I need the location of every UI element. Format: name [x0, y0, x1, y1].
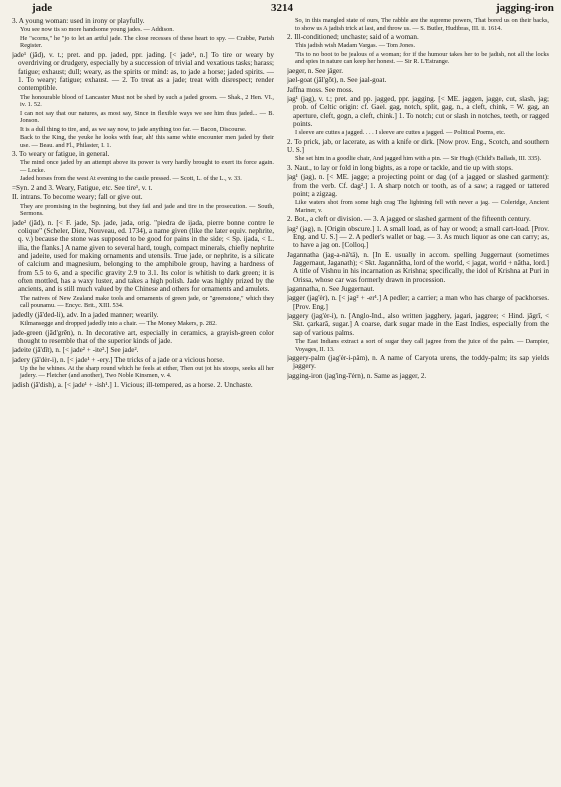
dictionary-entry: jaeger, n. See jäger. [287, 66, 343, 75]
citation: She set him in a goodlie chair, And jagged him with a pin. — Sir Hugh (Child's Ballads, III. 335). [295, 155, 542, 163]
page-header [0, 0, 561, 18]
citation: He "scorns," he "jo to let an artful jade. The close recesses of these heart to spy. — Crabbe, Parish Register. [20, 34, 274, 50]
left-column [12, 17, 274, 785]
dictionary-entry: jadeite (jā'dīt), n. [< jade² + -ite².] See jade². [12, 346, 139, 355]
dictionary-entry: 3. To weary or fatigue, in general. [12, 150, 110, 159]
dictionary-entry: jade-green (jād'grēn), n. In decorative art, especially in ceramics, a grayish-green color thought to resemble that of the superior kinds of jade. [12, 328, 274, 345]
citation: Kilmansegge and dropped jadedly into a chair. — The Money Makers, p. 282. [20, 320, 217, 328]
right-guide-word: jagging-iron [496, 2, 554, 14]
citation: Up the he whines. At the sharp round which he feels at either, Then out jot his stoops, seeks all her jadery. — Fletcher (and another), Two Noble Kinsmen, v. 4. [20, 364, 274, 380]
dictionary-entry: 2. To prick, jab, or lacerate, as with a knife or dirk. [Now prov. Eng., Scotch, and southern U. S.] [287, 137, 549, 155]
left-guide-word: jade [32, 2, 53, 14]
citation: The natives of New Zealand make tools and ornaments of green jade, or "greenstone," which they call pounamu. — Encyc. Brit., XIII. 534. [20, 294, 274, 310]
citation: So, in this mangled state of ours, The rabble are the supreme powers, That bored us on their backs, to show us A jadish trick at last, and throw us. — S. Butler, Hudibras, III. ii. 1614. [295, 17, 549, 32]
page-number: 3214 [271, 2, 293, 14]
dictionary-entry: Jaffna moss. See moss. [287, 85, 354, 94]
citation: It is a dull thing to tire, and, as we say now, to jade anything too far. — Bacon, Discourse. [20, 125, 247, 133]
citation: They are promising in the beginning, but they fail and jade and tire in the prosecution. — South, Sermons. [20, 202, 274, 218]
dictionary-entry: jade¹ (jād), v. t.; pret. and pp. jaded, ppr. jading. [< jade¹, n.] To tire or weary by overdriving or drudgery, especially by a succession of trivial and vexatious tasks; harass; fatigue; exhaust; dull; weary, as the spirits or mind: as, to jade a horse; jaded spirits. — 1. To weary; fatigue; exhaust. — 2. To treat as a jade; treat with disrespect; render contemptible. [12, 50, 274, 93]
dictionary-entry: jadish (jā'dish), a. [< jade¹ + -ish¹.] 1. Vicious; ill-tempered, as a horse. 2. Unchaste. [12, 380, 253, 389]
dictionary-entry: 3. A young woman: used in irony or playfully. [12, 17, 145, 25]
dictionary-entry: II. intrans. To become weary; fall or give out. [12, 193, 143, 202]
dictionary-entry: 2. Ill-conditioned; unchaste; said of a woman. [287, 33, 419, 41]
dictionary-entry: jagannatha, n. See Juggernaut. [287, 285, 375, 294]
right-column [287, 17, 549, 785]
citation: The East Indians extract a sort of sugar they call jagree from the juice of the palm. — Dampier, Voyages, II. 13. [295, 338, 549, 353]
dictionary-entry: jagging-iron (jag'ing-ī'ėrn), n. Same as jagger, 2. [287, 371, 427, 380]
dictionary-entry: jag¹ (jag), v. t.; pret. and pp. jagged, ppr. jagging. [< ME. jaggen, jagge, cut, slash, jag; prob. of Celtic origin: cf. Gael. gag, notch, split, gag, n., a cleft, chink, = W. gag, an aperture, cleft, gogn, a cleft, chink.] 1. To notch; cut or slash in notches, teeth, or ragged points. [287, 94, 549, 128]
dictionary-entry: jaggery-palm (jag'ėr-i-päm), n. A name of Caryota urens, the toddy-palm; its sap yields jaggery. [287, 354, 549, 371]
dictionary-entry: jag² (jag), n. [Origin obscure.] 1. A small load, as of hay or wood; a small cart-load. [Prov. Eng. and U. S.] — 2. A pedler's wallet or bag. — 3. As much liquor as one can carry; as, to have a jag on. [Colloq.] [287, 224, 549, 250]
citation: Jaded horses from the west At evening to the castle pressed. — Scott, L. of the L., v. 33. [20, 175, 242, 183]
dictionary-entry: jadery (jā'dėr-i), n. [< jade¹ + -ery.] The tricks of a jade or a vicious horse. [12, 355, 225, 364]
dictionary-entry: 3. Naut., to lay or fold in long bights, as a rope or tackle, and tie up with stops. [287, 163, 513, 172]
dictionary-entry: =Syn. 2 and 3. Weary, Fatigue, etc. See tire¹, v. t. [12, 183, 153, 192]
dictionary-entry: jade² (jād), n. [< F. jade, Sp. jade, jada, orig. "piedra de ijada, pierre bonne contre le colique" (Scheler, Diez, Nouveau, ed. 1734), a name given (like the later equiv. nephrite, q. v.) because the stone was supposed to be good for pains in the side; < Sp. ijada, < L. ilia, the flanks.] A name given to several hard, tough, compact minerals, chiefly nephrite and jadeite, used for making ornaments and utensils. True jade, or nephrite, is a silicate of calcium and magnesium, belonging to the amphibole group, having a hardness of from 5.5 to 6, and a specific gravity 2.9 to 3.1. Its color is whitish to dark green; it is often mottled, has a waxy luster, and takes a high polish. Jade was highly prized by the ancients, and is still much valued by the Chinese and others for ornaments and amulets. [12, 218, 274, 294]
dictionary-entry: 2. Bot., a cleft or division. — 3. A jagged or slashed garment of the fifteenth century. [287, 215, 531, 224]
citation: 'Tis to no boot to be jealous of a woman; for if the humour takes her to be jadish, not all the locks and spies in nature can keep her honest. — Sir R. L'Estrange. [295, 50, 549, 66]
dictionary-entry: jadedly (jā'ded-li), adv. In a jaded manner; wearily. [12, 310, 159, 319]
citation: Back to the King, the yeuke he looks with fear, ah! this same white encounter men jaded by their use. — Beau. and Fl., Philaster, I. 1. [20, 134, 274, 149]
citation: The mind once jaded by an attempt above its power is very hardly brought to exert its force again. — Locke. [20, 159, 274, 174]
citation: The honourable blood of Lancaster Must not be shed by such a jaded groom. — Shak., 2 Hen. VI., iv. 1. 52. [20, 93, 274, 109]
dictionary-entry: jag¹ (jag), n. [< ME. jagge; a projecting point or dag (of a jagged or slashed garment): from the verb. Cf. dag².] 1. A sharp notch or tooth, as of a saw; a ragged or tattered point; a zigzag. [287, 173, 549, 198]
dictionary-entry: jael-goat (jāl'gōt), n. See jaal-goat. [287, 76, 387, 85]
citation: I sleeve are cuttes a jagged. . . . I sleeve are cuttes a jagged. — Political Poems, etc. [295, 129, 506, 137]
dictionary-entry: jagger (jag'ėr), n. [< jag² + -er¹.] A pedler; a carrier; a man who has charge of packhorses. [Prov. Eng.] [287, 294, 549, 311]
citation: You see now tis so more handsome young jades. — Addison. [20, 26, 174, 34]
dictionary-entry: Jagannatha (jag-a-nä'tä), n. [In E. usually in accom. spelling Juggernaut (sometimes Jaggernaut, Jaganath); < Skt. Jagannātha, lord of the world, < jagat, world + nātha, lord.] A title of Vishnu in his incarnation as Krishna; specifically, the idol of Krishna at Puri in Orissa, whose car was formerly drawn in procession. [287, 250, 549, 284]
citation: I can not say that our natures, as most say, Since in flexible ways we see him thus jaded... — B. Jonson. [20, 109, 274, 125]
citation: This jadish wish Madam Vargas. — Tom Jones. [295, 42, 416, 50]
citation: Like waters shot from some high crag The lightning fell with never a jag. — Coleridge, Ancient Mariner, v. [295, 199, 549, 214]
dictionary-entry: jaggery (jag'ėr-i), n. [Anglo-Ind., also written jagghery, jagari, jaggree; < Hind. jāgrī, < Skt. çarkarā, sugar.] A coarse, dark sugar made in the East Indies, especially from the sap of various palms. [287, 312, 549, 337]
